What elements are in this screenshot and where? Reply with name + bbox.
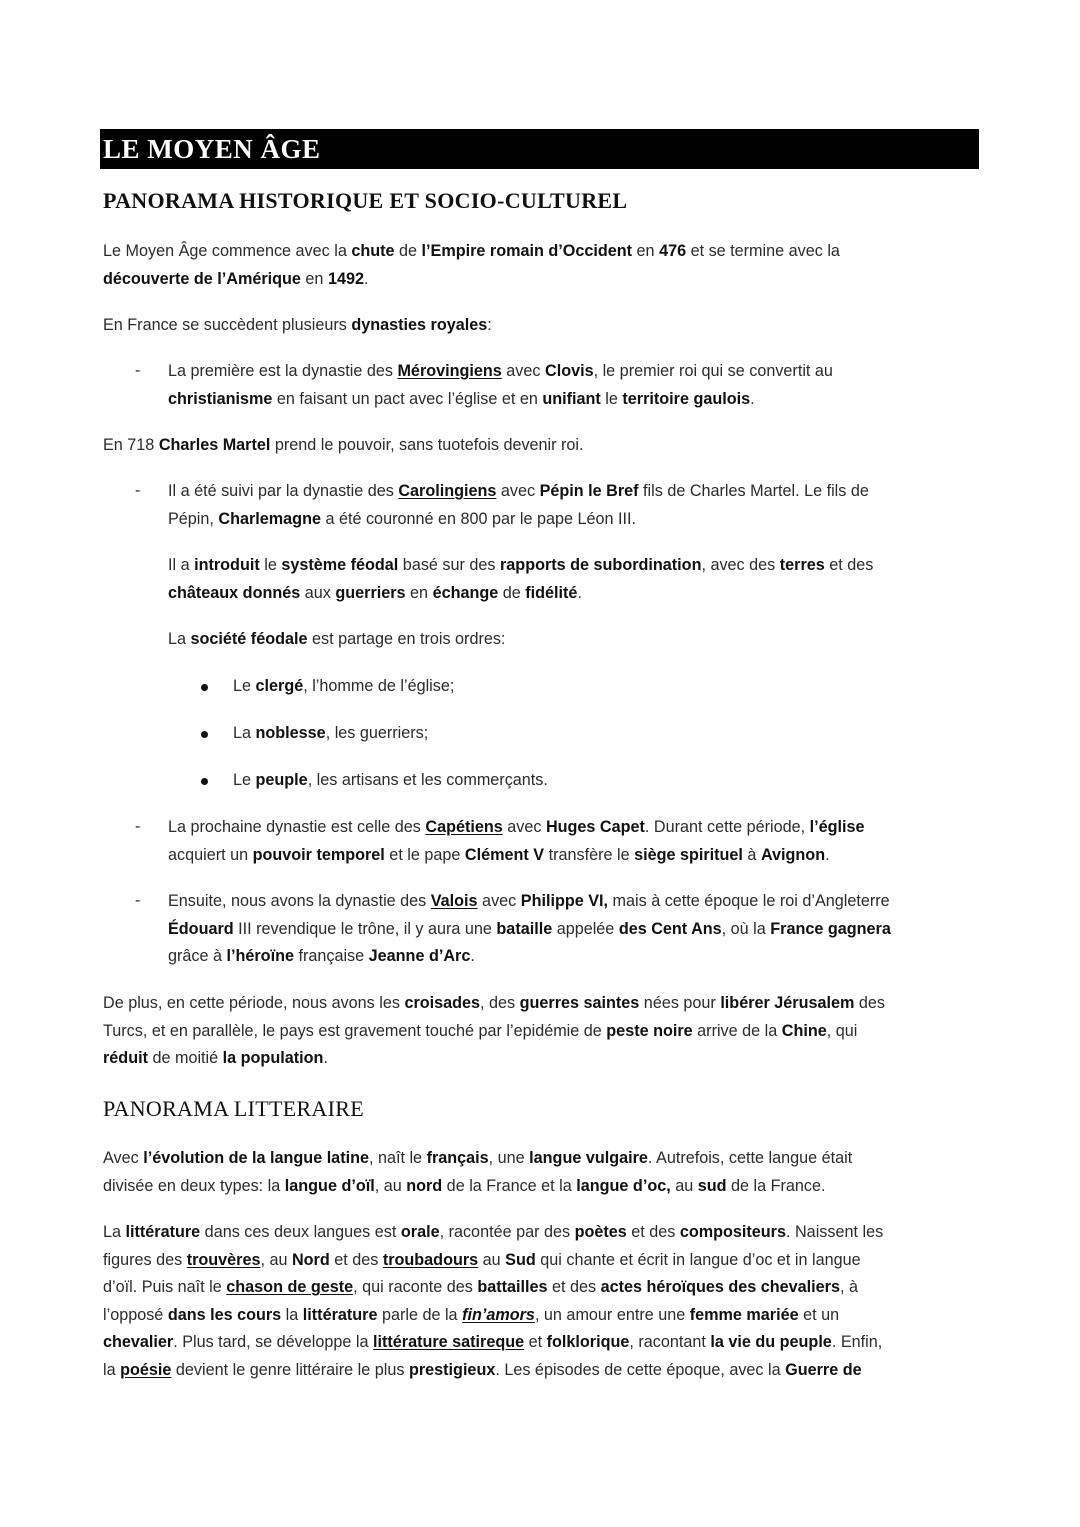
list-item-noblesse: La noblesse, les guerriers; (233, 724, 429, 742)
list-dash: - (135, 818, 141, 835)
section-heading-litteraire: PANORAMA LITTERAIRE (103, 1096, 364, 1121)
list-item-clerge: Le clergé, l’homme de l’église; (233, 677, 455, 695)
paragraph-intro: Le Moyen Âge commence avec la chute de l’Empire romain d’Occident en 476 et se termine avec la découverte de l’Amérique en 1492. (103, 242, 840, 288)
paragraph-dynasties: En France se succèdent plusieurs dynasties royales: (103, 316, 492, 334)
paragraph-systeme-feodal: Il a introduit le système féodal basé sur des rapports de subordination, avec des terres et des châteaux donnés aux guerriers en échange de fidélité. (168, 556, 874, 602)
paragraph-litterature: La littérature dans ces deux langues est orale, racontée par des poètes et des compositeurs. Naissent les figures des trouvères, au Nord et des troubadours au Sud qui chante et écrit in langue d’oc et in langue d’oïl. Puis naît le chason de geste, qui raconte des battailles et des actes héroïques des chevaliers, à l’opposé dans les cours la littérature parle de la fin’amors, un amour entre une femme mariée et un chevalier. Plus tard, se développe la littérature satireque et folklorique, racontant la vie du peuple. Enfin, la poésie devient le genre littéraire le plus prestigieux. Les épisodes de cette époque, avec la Guerre de (103, 1223, 884, 1379)
list-dash: - (135, 482, 141, 499)
paragraph-langue: Avec l’évolution de la langue latine, naît le français, une langue vulgaire. Autrefois, cette langue était divisée en deux types: la langue d’oïl, au nord de la France et la langue d’oc, au sud de la France. (103, 1149, 853, 1195)
bullet-icon (201, 731, 208, 738)
list-item-merovingiens: La première est la dynastie des Mérovingiens avec Clovis, le premier roi qui se convertit au christianisme en faisant un pact avec l’église et en unifiant le territoire gaulois. (168, 362, 833, 408)
list-dash: - (135, 892, 141, 909)
list-item-valois: Ensuite, nous avons la dynastie des Valois avec Philippe VI, mais à cette époque le roi d’Angleterre Édouard III revendique le trône, il y aura une bataille appelée des Cent Ans, où la France gagnera grâce à l’héroïne française Jeanne d’Arc. (168, 892, 891, 965)
page-title: LE MOYEN ÂGE (100, 129, 979, 169)
list-item-peuple: Le peuple, les artisans et les commerçants. (233, 771, 548, 789)
paragraph-charles-martel: En 718 Charles Martel prend le pouvoir, sans tuotefois devenir roi. (103, 436, 584, 454)
bullet-icon (201, 778, 208, 785)
section-heading-historique: PANORAMA HISTORIQUE ET SOCIO-CULTUREL (103, 188, 628, 213)
list-dash: - (135, 362, 141, 379)
list-item-carolingiens: Il a été suivi par la dynastie des Carolingiens avec Pépin le Bref fils de Charles Martel. Le fils de Pépin, Charlemagne a été couronné en 800 par le pape Léon III. (168, 482, 869, 528)
bullet-icon (201, 684, 208, 691)
paragraph-societe-feodale: La société féodale est partage en trois ordres: (168, 630, 506, 648)
paragraph-croisades: De plus, en cette période, nous avons les croisades, des guerres saintes nées pour libérer Jérusalem des Turcs, et en parallèle, le pays est gravement touché par l’epidémie de peste noire arrive de la Chine, qui réduit de moitié la population. (103, 994, 885, 1067)
list-item-capetiens: La prochaine dynastie est celle des Capétiens avec Huges Capet. Durant cette période, l’église acquiert un pouvoir temporel et le pape Clément V transfère le siège spirituel à Avignon. (168, 818, 865, 864)
